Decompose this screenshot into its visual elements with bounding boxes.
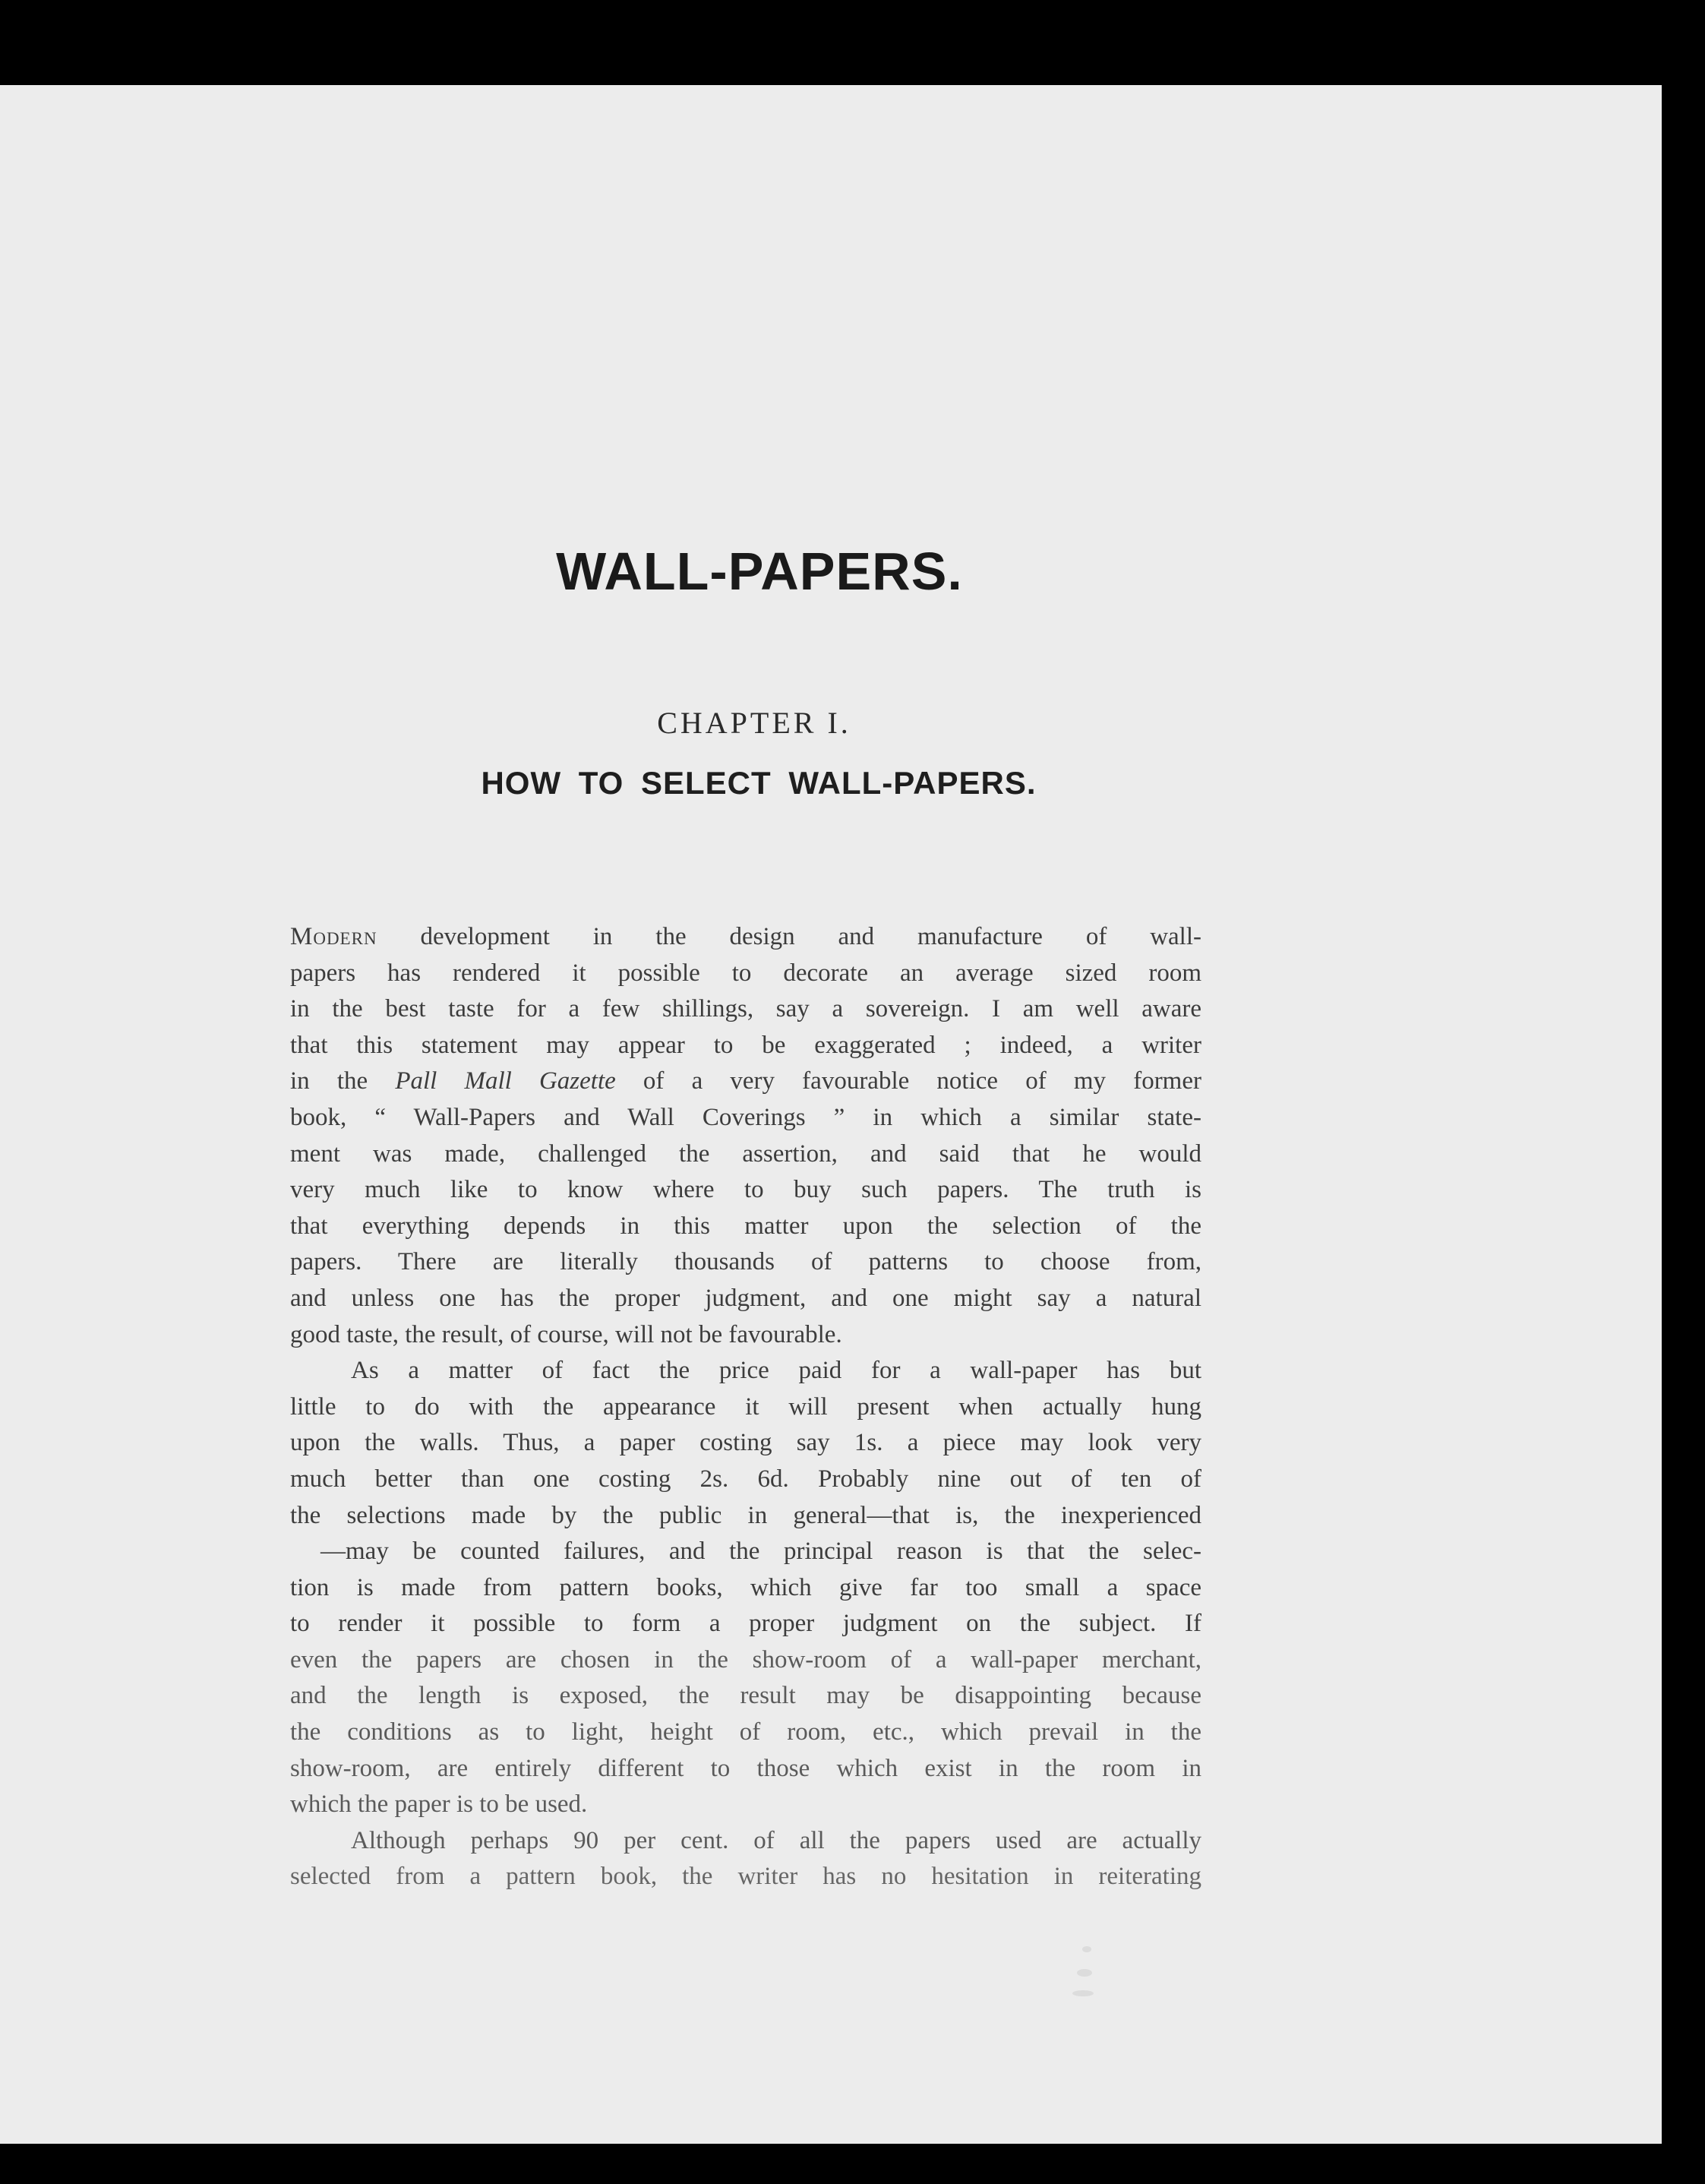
scan-speck — [1072, 1990, 1094, 1996]
text-line: and the length is exposed, the result may be disappointing because — [290, 1682, 1201, 1710]
book-title: WALL-PAPERS. — [556, 542, 963, 601]
body-text — [290, 919, 1201, 1895]
text-line: As a matter of fact the price paid for a wall-paper has but — [351, 1357, 1201, 1385]
text-line: little to do with the appearance it will present when actually hung — [290, 1392, 1201, 1421]
text-line: ment was made, challenged the assertion, and said that he would — [290, 1139, 1201, 1168]
text-line: and unless one has the proper judgment, and one might say a natural — [290, 1284, 1201, 1312]
scan-speck — [1077, 1969, 1092, 1977]
text-line: even the papers are chosen in the show-room of a wall-paper merchant, — [290, 1645, 1201, 1674]
text-line: in the best taste for a few shillings, say a sovereign. I am well aware — [290, 995, 1201, 1023]
newspaper-title: Pall Mall Gazette — [395, 1067, 616, 1095]
text-line: that everything depends in this matter upon the selection of the — [290, 1212, 1201, 1240]
scan-speck — [1082, 1946, 1091, 1952]
text-line — [290, 1064, 1201, 1100]
text-line-content: development in the design and manufacture of wall- — [420, 923, 1201, 950]
text-line: selected from a pattern book, the writer has no hesitation in reiterating — [290, 1863, 1201, 1891]
text-line: good taste, the result, of course, will not be favourable. — [290, 1320, 842, 1348]
text-line: to render it possible to form a proper judgment on the subject. If — [290, 1610, 1201, 1638]
text-line-before: in the — [290, 1067, 396, 1095]
text-line: the conditions as to light, height of room, etc., which prevail in the — [290, 1718, 1201, 1746]
text-line: upon the walls. Thus, a paper costing say 1s. a piece may look very — [290, 1429, 1201, 1457]
text-line: that this statement may appear to be exaggerated ; indeed, a writer — [290, 1031, 1201, 1059]
text-line: very much like to know where to buy such papers. The truth is — [290, 1176, 1201, 1204]
text-line: which the paper is to be used. — [290, 1791, 588, 1819]
chapter-number: CHAPTER I. — [657, 706, 851, 740]
chapter-title: HOW TO SELECT WALL-PAPERS. — [481, 765, 1037, 801]
drop-word: Modern — [290, 923, 377, 950]
text-line: papers. There are literally thousands of patterns to choose from, — [290, 1248, 1201, 1276]
text-line-after: of a very favourable notice of my former — [615, 1067, 1201, 1095]
scanned-page — [0, 85, 1662, 2144]
text-line: the selections made by the public in general—that is, the inexperienced — [290, 1501, 1201, 1529]
text-line: papers has rendered it possible to decorate an average sized room — [290, 959, 1201, 987]
text-line: show-room, are entirely different to those which exist in the room in — [290, 1754, 1201, 1782]
text-line: Although perhaps 90 per cent. of all the papers used are actually — [351, 1826, 1201, 1854]
text-line: book, “ Wall-Papers and Wall Coverings ” in which a similar state- — [290, 1103, 1201, 1131]
text-line — [290, 919, 1201, 956]
text-line: tion is made from pattern books, which give far too small a space — [290, 1573, 1201, 1601]
text-line: —may be counted failures, and the principal reason is that the selec- — [320, 1538, 1201, 1566]
text-line: much better than one costing 2s. 6d. Probably nine out of ten of — [290, 1465, 1201, 1493]
